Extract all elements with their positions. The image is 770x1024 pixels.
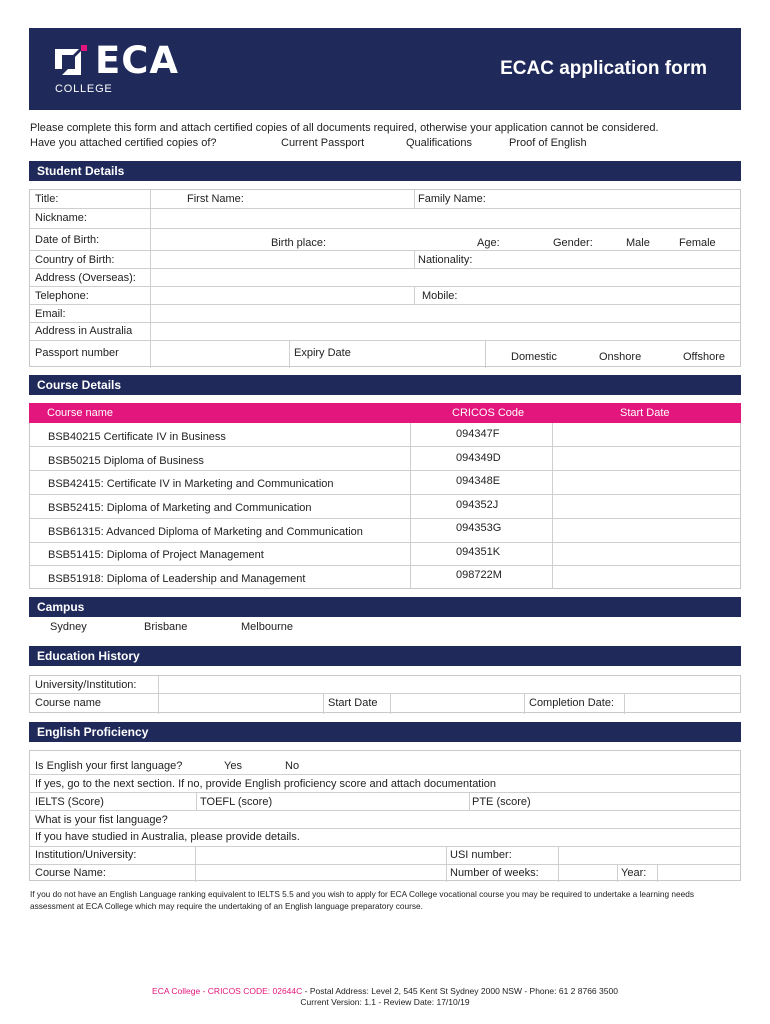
education-grid	[29, 675, 741, 713]
section-education-history: Education History	[29, 646, 741, 666]
attachments-question: Have you attached certified copies of?	[30, 137, 217, 149]
telephone-label: Telephone:	[35, 290, 89, 302]
col-start-date: Start Date	[620, 407, 670, 419]
dob-label: Date of Birth:	[35, 234, 100, 246]
address-overseas-label: Address (Overseas):	[35, 272, 136, 284]
cricos-code: 094353G	[456, 522, 502, 534]
cricos-code: 094352J	[456, 499, 499, 511]
section-campus: Campus	[29, 597, 741, 617]
eca-logo	[53, 39, 203, 97]
table-row[interactable]: BSB40215 Certificate IV in Business	[48, 431, 226, 443]
year-label: Year:	[621, 867, 647, 879]
nationality-label: Nationality:	[418, 254, 473, 266]
cricos-code: 098722M	[456, 569, 502, 581]
age-label: Age:	[477, 237, 500, 249]
campus-sydney-option[interactable]: Sydney	[50, 621, 87, 633]
section-course-details: Course Details	[29, 375, 741, 395]
english-grid	[29, 750, 741, 881]
english-no-option[interactable]: No	[285, 760, 300, 772]
table-row[interactable]: BSB51415: Diploma of Project Management	[48, 549, 264, 561]
table-row[interactable]: BSB61315: Advanced Diploma of Marketing and Communication	[48, 526, 363, 538]
course-table-header	[29, 403, 741, 423]
logo-mark-icon	[53, 45, 87, 77]
table-row[interactable]: BSB50215 Diploma of Business	[48, 455, 204, 467]
gender-label: Gender:	[553, 237, 593, 249]
mobile-label: Mobile:	[422, 290, 458, 302]
english-note: If you do not have an English Language ranking equivalent to IELTS 5.5 and you wish to apply for ECA College vocational course you may be required to undertake a learning needs assessment at ECA College which may require the undertaking of an English language preparatory course.	[30, 889, 695, 911]
option-qualifications[interactable]: Qualifications	[406, 137, 473, 149]
country-of-birth-label: Country of Birth:	[35, 254, 115, 266]
institution-label: University/Institution:	[35, 679, 137, 691]
table-row[interactable]: BSB52415: Diploma of Marketing and Communication	[48, 502, 312, 514]
birth-place-label: Birth place:	[271, 237, 327, 249]
onshore-option[interactable]: Onshore	[599, 351, 642, 363]
campus-melbourne-option[interactable]: Melbourne	[241, 621, 293, 633]
gender-female-option[interactable]: Female	[679, 237, 716, 249]
nickname-label: Nickname:	[35, 212, 87, 224]
first-name-label: First Name:	[187, 193, 244, 205]
col-cricos-code: CRICOS Code	[452, 407, 525, 419]
option-current-passport[interactable]: Current Passport	[281, 137, 365, 149]
gender-male-option[interactable]: Male	[626, 237, 650, 249]
footer-version: Current Version: 1.1 - Review Date: 17/10/19	[300, 997, 470, 1007]
student-details-grid	[29, 189, 741, 367]
studied-australia-label: If you have studied in Australia, please provide details.	[35, 831, 300, 843]
family-name-label: Family Name:	[418, 193, 486, 205]
table-row[interactable]: BSB42415: Certificate IV in Marketing and Communication	[48, 478, 334, 490]
first-language-label: What is your fist language?	[35, 814, 168, 826]
ielts-label: IELTS (Score)	[35, 796, 104, 808]
course-name-label: Course name	[35, 697, 102, 709]
logo-text: ECA	[95, 39, 180, 82]
logo-subtext: COLLEGE	[55, 83, 113, 95]
page-footer	[0, 986, 770, 1008]
usi-number-label: USI number:	[450, 849, 512, 861]
table-row[interactable]: BSB51918: Diploma of Leadership and Management	[48, 573, 306, 585]
domestic-option[interactable]: Domestic	[511, 351, 557, 363]
form-title: ECAC application form	[500, 58, 707, 79]
option-proof-of-english[interactable]: Proof of English	[509, 137, 587, 149]
completion-date-label: Completion Date:	[529, 697, 614, 709]
english-yes-option[interactable]: Yes	[224, 760, 242, 772]
address-australia-label: Address in Australia	[35, 325, 133, 337]
course-name-label: Course Name:	[35, 867, 106, 879]
title-label: Title:	[35, 193, 59, 205]
intro-text	[30, 121, 742, 151]
footer-college: ECA College - CRICOS CODE: 02644C	[152, 986, 303, 996]
institution-university-label: Institution/University:	[35, 849, 137, 861]
form-header	[29, 28, 741, 110]
cricos-code: 094351K	[456, 546, 501, 558]
toefl-label: TOEFL (score)	[200, 796, 273, 808]
passport-number-label: Passport number	[35, 347, 119, 359]
pte-label: PTE (score)	[472, 796, 531, 808]
cricos-code: 094349D	[456, 452, 501, 464]
english-instruction: If yes, go to the next section. If no, provide English proficiency score and attach documentation	[35, 778, 497, 790]
start-date-label: Start Date	[328, 697, 378, 709]
cricos-code: 094348E	[456, 475, 501, 487]
english-first-language-question: Is English your first language?	[35, 760, 183, 772]
course-table	[29, 423, 741, 589]
section-student-details: Student Details	[29, 161, 741, 181]
col-course-name: Course name	[47, 407, 114, 419]
expiry-date-label: Expiry Date	[294, 347, 351, 359]
offshore-option[interactable]: Offshore	[683, 351, 725, 363]
campus-brisbane-option[interactable]: Brisbane	[144, 621, 188, 633]
section-english-proficiency: English Proficiency	[29, 722, 741, 742]
number-of-weeks-label: Number of weeks:	[450, 867, 539, 879]
footer-address: - Postal Address: Level 2, 545 Kent St Sydney 2000 NSW - Phone: 61 2 8766 3500	[302, 986, 618, 996]
email-label: Email:	[35, 308, 66, 320]
intro-line: Please complete this form and attach certified copies of all documents required, otherwise your application cannot be considered.	[30, 122, 659, 134]
cricos-code: 094347F	[456, 428, 500, 440]
